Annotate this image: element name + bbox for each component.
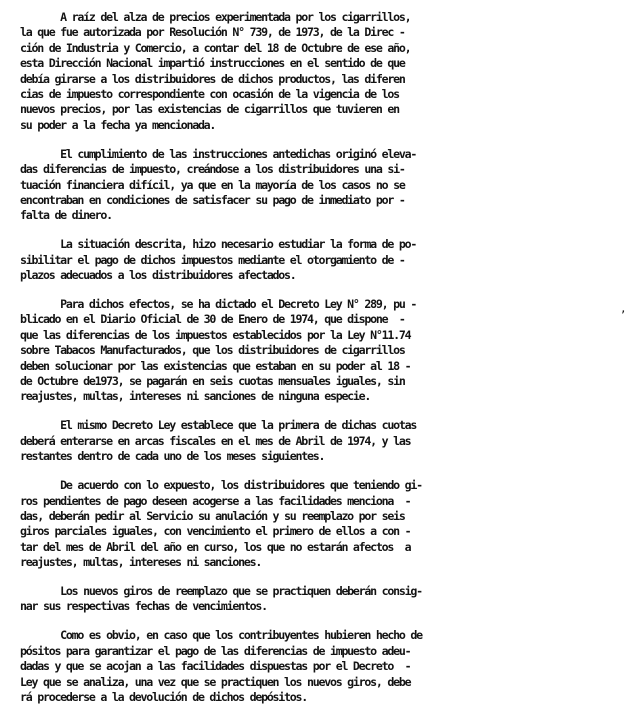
document-body bbox=[20, 10, 616, 705]
paragraph bbox=[20, 147, 616, 224]
text-line: nuevos precios, por las existencias de cigarrillos que tuvieren en bbox=[20, 102, 399, 117]
text-line: Para dichos efectos, se ha dictado el Decreto Ley N° 289, pu - bbox=[20, 297, 417, 312]
text-line: deben solucionar por las existencias que estaban en su poder al 18 - bbox=[20, 358, 411, 373]
text-line: La situación descrita, hizo necesario estudiar la forma de po- bbox=[20, 237, 417, 252]
text-line: cias de impuesto correspondiente con ocasión de la vigencia de los bbox=[20, 86, 399, 101]
paragraph bbox=[20, 10, 616, 133]
paragraph bbox=[20, 418, 616, 464]
text-line: tar del mes de Abril del año en curso, los que no estarán afectos a bbox=[20, 539, 411, 554]
text-line: plazos adecuados a los distribuidores afectados. bbox=[20, 268, 296, 283]
text-line: deberá enterarse en arcas fiscales en el mes de Abril de 1974, y las bbox=[20, 433, 411, 448]
text-line: encontraban en condiciones de satisfacer su pago de inmediato por - bbox=[20, 192, 405, 207]
text-line: la que fue autorizada por Resolución N° 739, de 1973, de la Direc - bbox=[20, 25, 405, 40]
paragraph bbox=[20, 478, 616, 570]
text-line: sobre Tabacos Manufacturados, que los distribuidores de cigarrillos bbox=[20, 343, 405, 358]
paragraph bbox=[20, 584, 616, 615]
text-line: esta Dirección Nacional impartió instrucciones en el sentido de que bbox=[20, 56, 405, 71]
text-line: Como es obvio, en caso que los contribuyentes hubieren hecho de bbox=[20, 628, 422, 643]
text-line: restantes dentro de cada uno de los meses siguientes. bbox=[20, 449, 325, 464]
text-line: de Octubre de1973, se pagarán en seis cuotas mensuales iguales, sin bbox=[20, 373, 405, 388]
text-line: giros parciales iguales, con vencimiento el primero de ellos a con - bbox=[20, 524, 411, 539]
text-line: blicado en el Diario Oficial de 30 de Enero de 1974, que dispone - bbox=[20, 312, 405, 327]
text-line: das diferencias de impuesto, creándose a los distribuidores una si- bbox=[20, 162, 405, 177]
text-line: El mismo Decreto Ley establece que la primera de dichas cuotas bbox=[20, 418, 417, 433]
text-line: sibilitar el pago de dichos impuestos mediante el otorgamiento de - bbox=[20, 252, 405, 267]
text-line: nar sus respectivas fechas de vencimientos. bbox=[20, 599, 267, 614]
text-line: falta de dinero. bbox=[20, 208, 112, 223]
paragraph bbox=[20, 237, 616, 283]
text-line: reajustes, multas, intereses ni sanciones. bbox=[20, 555, 262, 570]
text-line: su poder a la fecha ya mencionada. bbox=[20, 117, 216, 132]
text-line: El cumplimiento de las instrucciones antedichas originó eleva- bbox=[20, 146, 417, 161]
text-line: reajustes, multas, intereses ni sanciones de ninguna especie. bbox=[20, 389, 371, 404]
margin-mark: , bbox=[620, 302, 627, 315]
text-line: De acuerdo con lo expuesto, los distribuidores que teniendo gi- bbox=[20, 478, 422, 493]
text-line: das, deberán pedir al Servicio su anulación y su reemplazo por seis bbox=[20, 508, 405, 523]
text-line: dadas y que se acojan a las facilidades dispuestas por el Decreto - bbox=[20, 659, 411, 674]
text-line: pósitos para garantizar el pago de las diferencias de impuesto adeu- bbox=[20, 643, 411, 658]
text-line: tuación financiera difícil, ya que en la mayoría de los casos no se bbox=[20, 177, 405, 192]
text-line: Los nuevos giros de reemplazo que se practiquen deberán consig- bbox=[20, 584, 422, 599]
paragraph bbox=[20, 297, 616, 405]
text-line: A raíz del alza de precios experimentada por los cigarrillos, bbox=[20, 10, 411, 24]
text-line: que las diferencias de los impuestos establecidos por la Ley N°11.74 bbox=[20, 327, 411, 342]
text-line: rá procederse a la devolución de dichos depósitos. bbox=[20, 690, 308, 704]
text-line: Ley que se analiza, una vez que se practiquen los nuevos giros, debe bbox=[20, 674, 411, 689]
text-line: ros pendientes de pago deseen acogerse a las facilidades menciona - bbox=[20, 493, 411, 508]
text-line: debía girarse a los distribuidores de dichos productos, las diferen bbox=[20, 71, 405, 86]
text-line: ción de Industria y Comercio, a contar del 18 de Octubre de ese año, bbox=[20, 40, 411, 55]
